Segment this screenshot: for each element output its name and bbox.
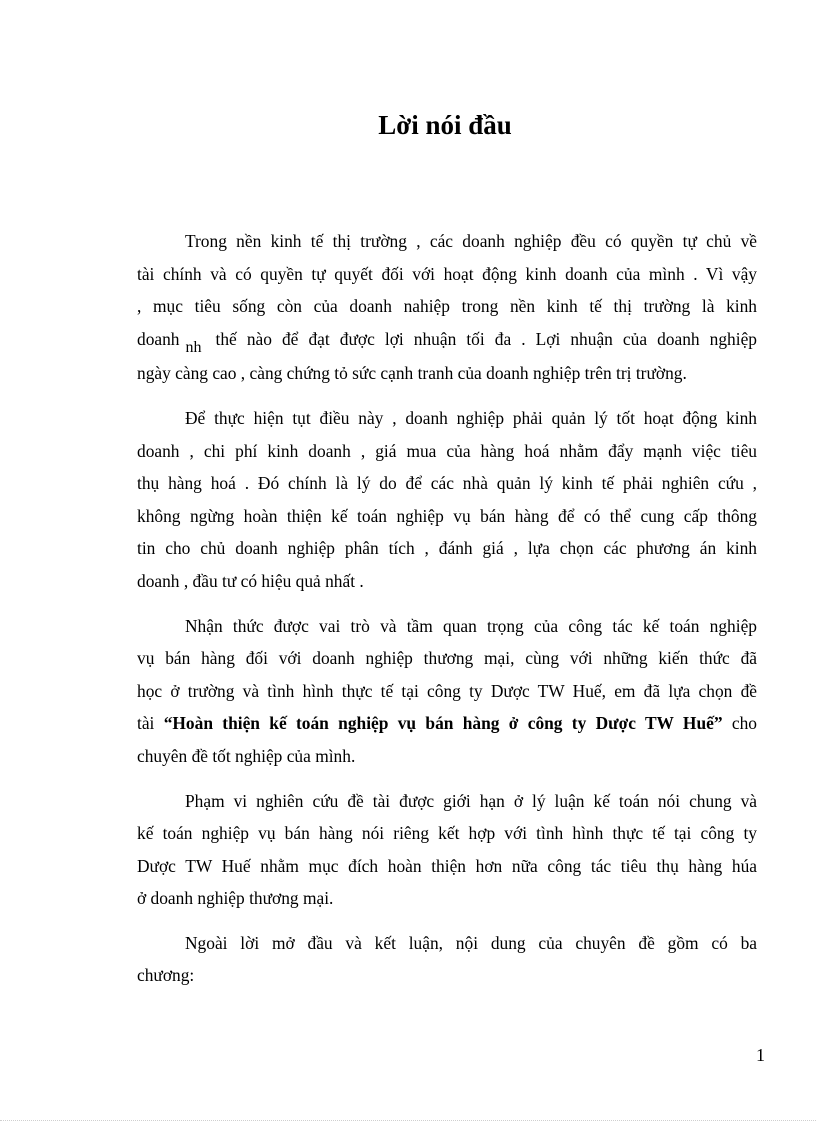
text-fragment: doanh — [137, 328, 180, 349]
text-line: tài chính và có quyền tự quyết đối với hoạt động kinh doanh của mình . Vì vậy — [137, 263, 757, 284]
text-line: ở doanh nghiệp thương mại. — [137, 888, 334, 909]
text-line: Để thực hiện tụt điều này , doanh nghiệp phải quản lý tốt hoạt động kinh — [185, 407, 757, 428]
text-line: học ở trường và tình hình thực tế tại công ty Dược TW Huế, em đã lựa chọn đề — [137, 680, 757, 701]
paragraph-5 — [137, 927, 757, 992]
paragraph-1 — [137, 225, 757, 390]
page-title: Lời nói đầu — [378, 110, 512, 140]
text-line: thụ hàng hoá . Đó chính là lý do để các nhà quản lý kinh tế phải nghiên cứu , — [137, 473, 757, 494]
text-line: vụ bán hàng đối với doanh nghiệp thương mại, cùng với những kiến thức đã — [137, 648, 757, 669]
text-line: Trong nền kinh tế thị trường , các doanh nghiệp đều có quyền tự chủ về — [185, 231, 757, 251]
text-line: Ngoài lời mở đầu và kết luận, nội dung của chuyên đề gồm có ba — [185, 932, 757, 953]
paragraph-3 — [137, 610, 757, 773]
text-line: kế toán nghiệp vụ bán hàng nói riêng kết hợp với tình hình thực tế tại công ty — [137, 823, 757, 844]
text-line: ngày càng cao , càng chứng tỏ sức cạnh tranh của doanh nghiệp trên trị trường. — [137, 363, 687, 384]
text-line: Phạm vi nghiên cứu đề tài được giới hạn ở lý luận kế toán nói chung và — [185, 790, 757, 811]
thesis-title: “Hoàn thiện kế toán nghiệp vụ bán hàng ở công ty Dược TW Huế” — [163, 713, 723, 734]
text-line: doanh , đầu tư có hiệu quả nhất . — [137, 570, 364, 591]
text-line: Dược TW Huế nhằm mục đích hoàn thiện hơn nữa công tác tiêu thụ hàng húa — [137, 855, 757, 876]
page-bottom-border — [0, 1120, 816, 1121]
text-fragment: thế nào để đạt được lợi nhuận tối đa . Lợi nhuận của doanh nghiệp — [215, 328, 757, 349]
text-line: tin cho chủ doanh nghiệp phân tích , đánh giá , lựa chọn các phương án kinh — [137, 538, 757, 559]
paragraph-4 — [137, 785, 757, 915]
text-line: chuyên đề tốt nghiệp của mình. — [137, 745, 356, 766]
text-line — [137, 707, 757, 740]
text-line — [137, 323, 757, 358]
text-line: không ngừng hoàn thiện kế toán nghiệp vụ bán hàng để có thể cung cấp thông — [137, 505, 757, 526]
text-line: Nhận thức được vai trò và tầm quan trọng của công tác kế toán nghiệp — [185, 615, 757, 636]
text-line: chương: — [137, 965, 195, 986]
stray-fragment: nh — [185, 338, 202, 356]
text-line: doanh , chi phí kinh doanh , giá mua của hàng hoá nhằm đẩy mạnh việc tiêu — [137, 440, 757, 461]
paragraph-2 — [137, 402, 757, 598]
text-fragment: cho — [731, 713, 757, 734]
page-number: 1 — [756, 1045, 765, 1065]
text-line: , mục tiêu sống còn của doanh nahiệp trong nền kinh tế thị trường là kinh — [137, 296, 757, 317]
text-fragment: tài — [137, 713, 155, 734]
document-body — [137, 225, 757, 1004]
